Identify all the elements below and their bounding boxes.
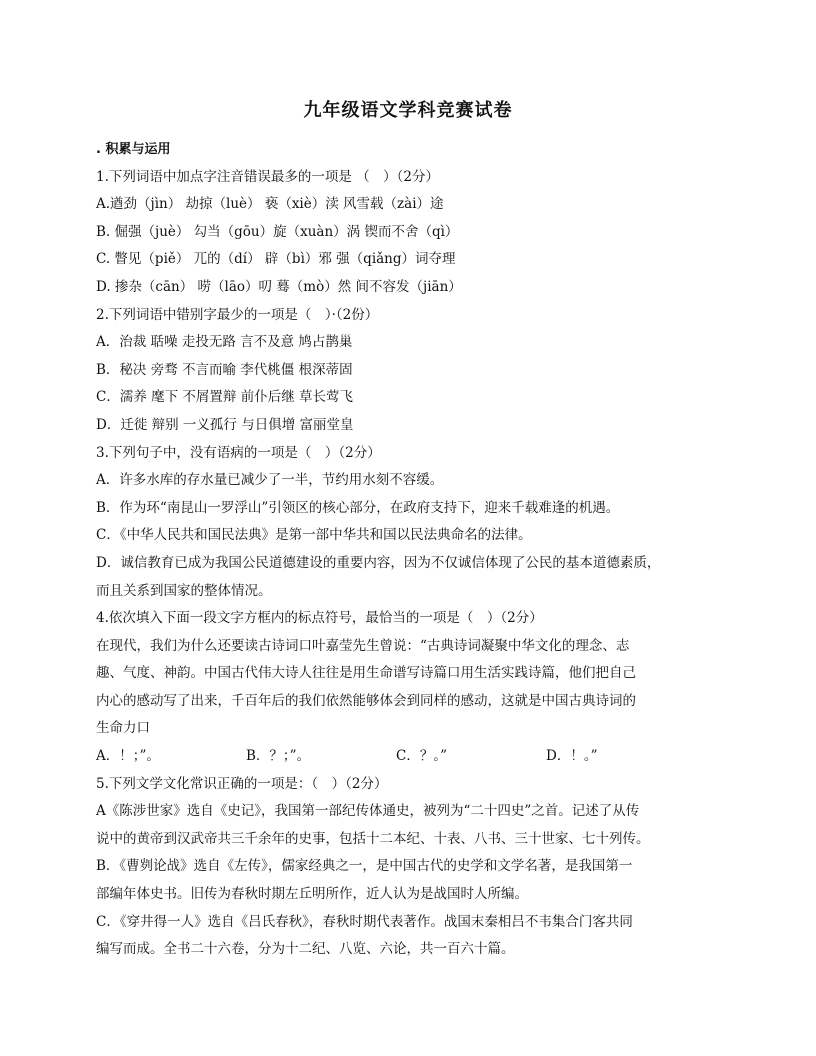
question-2-option-c: C．濡养 麾下 不屑置辩 前仆后继 草长莺飞	[96, 389, 353, 406]
question-4-option-b: B．？；”。	[246, 748, 311, 765]
question-3-option-d-continued: 而且关系到国家的整体情况。	[96, 582, 272, 599]
question-3-option-a: A．许多水库的存水量已减少了一半，节约用水刻不容缓。	[96, 472, 444, 489]
question-4-stem: 4.依次填入下面一段文字方框内的标点符号，最恰当的一项是（ ）（2分）	[96, 610, 543, 627]
question-3-option-b: B．作为环“南昆山一罗浮山”引领区的核心部分，在政府支持下，迎来千载难逢的机遇。	[96, 499, 620, 516]
exam-content	[96, 136, 696, 964]
question-5-line: A《陈涉世家》选自《史记》，我国第一部纪传体通史，被列为“二十四史”之首。记述了从传	[96, 803, 640, 820]
question-5-line: 编写而成。全书二十六卷，分为十二纪、八览、六论，共一百六十篇。	[96, 941, 515, 958]
question-4-passage-line: 内心的感动写了出来，千百年后的我们依然能够体会到同样的感动，这就是中国古典诗词的	[96, 692, 636, 709]
question-2-stem: 2.下列词语中错别字最少的一项是（ ）·（2份）	[96, 306, 379, 323]
question-3-option-c: C．《中华人民共和国民法典》是第一部中华共和国以民法典命名的法律。	[96, 527, 532, 544]
question-4-passage-line: 在现代，我们为什么还要读古诗词口叶嘉莹先生曾说：“古典诗词凝聚中华文化的理念、志	[96, 637, 630, 654]
question-1-option-c: C. 瞥见（piě） 兀的（dí） 辟（bì）邪 强（qiǎng）词夺理	[96, 251, 456, 268]
question-2-option-a: A．治裁 聒噪 走投无路 言不及意 鸠占鹊巢	[96, 334, 353, 351]
question-5-line: B．《曹刿论战》选自《左传》，儒家经典之一，是中国古代的史学和文学名著，是我国第一	[96, 858, 633, 875]
section-heading: . 积累与运用	[96, 142, 171, 157]
question-5-line: C．《穿井得一人》选自《吕氏春秋》，春秋时期代表著作。战国末秦相吕不韦集合门客共同	[96, 913, 633, 930]
question-2-option-d: D．迁徙 辩别 一义孤行 与日俱增 富丽堂皇	[96, 416, 354, 433]
question-4-passage-line: 生命力口	[96, 720, 150, 737]
question-4-option-d: D．！。”	[546, 748, 598, 765]
question-5-line: 部编年体史书。旧传为春秋时期左丘明所作，近人认为是战国时人所编。	[96, 886, 528, 903]
question-1-option-d: D. 掺杂（cān） 唠（lāo）叨 蓦（mò）然 间不容发（jiān）	[96, 278, 462, 295]
question-4-option-a: A．！；”。	[96, 748, 160, 765]
question-4-options	[96, 743, 696, 771]
question-4-option-c: C．？。”	[396, 748, 447, 765]
question-1-stem: 1.下列词语中加点字注音错误最多的一项是 （ ）（2分）	[96, 168, 440, 185]
question-5-stem: 5.下列文学文化常识正确的一项是：（ ）（2分）	[96, 775, 388, 792]
question-4-passage-line: 趣、气度、神韵。中国古代伟大诗人往往是用生命谱写诗篇口用生活实践诗篇，他们把自己	[96, 665, 636, 682]
page-title: 九年级语文学科竞赛试卷	[303, 100, 513, 121]
question-1-option-a: A.遒劲（jìn） 劫掠（luè） 亵（xiè）渎 风雪载（zài）途	[96, 196, 444, 213]
question-1-option-b: B. 倔强（juè） 勾当（gōu）旋（xuàn）涡 锲而不舍（qì）	[96, 223, 459, 240]
question-5-line: 说中的黄帝到汉武帝共三千余年的史事，包括十二本纪、十表、八书、三十世家、七十列传。	[96, 830, 650, 847]
question-3-stem: 3.下列句子中，没有语病的一项是（ ）（2分）	[96, 444, 381, 461]
question-3-option-d: D．诚信教育已成为我国公民道德建设的重要内容，因为不仅诚信体现了公民的基本道德素质，	[96, 554, 661, 571]
question-2-option-b: B．秘决 旁骛 不言而喻 李代桃僵 根深蒂固	[96, 361, 353, 378]
